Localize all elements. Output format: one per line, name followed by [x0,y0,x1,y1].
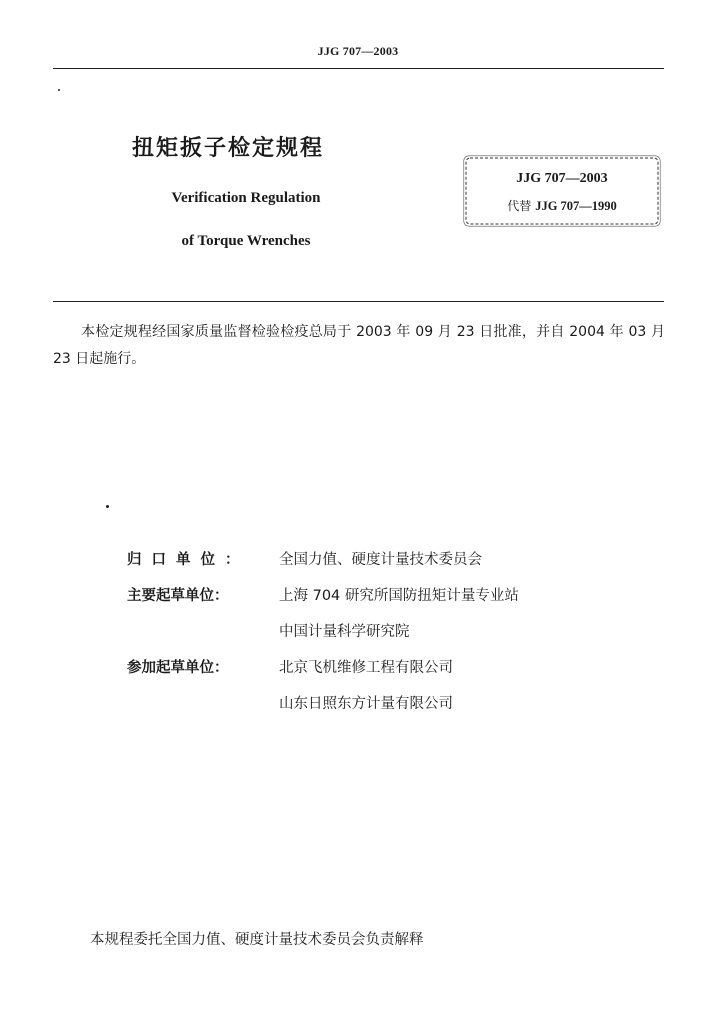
unit-label: 归口单位： [127,551,250,568]
unit-row-participating [127,648,519,684]
unit-label: 参加起草单位： [127,659,229,676]
unit-row-main-drafter-2 [127,612,519,648]
header-standard-code: JJG 707—2003 [317,44,399,58]
approval-statement: 本检定规程经国家质量监督检验检疫总局于 2003 年 09 月 23 日批准，并自 2004 年 03 月 23 日起施行。 [53,324,665,367]
english-title-line2: of Torque Wrenches [181,233,311,249]
english-title-line1: Verification Regulation [171,190,321,206]
unit-row-responsible [127,540,519,576]
interpretation-note: 本规程委托全国力值、硬度计量技术委员会负责解释 [90,932,424,948]
unit-value: 中国计量科学研究院 [279,623,410,640]
decorative-border-icon [463,155,661,227]
header-divider [53,68,664,69]
section-divider [53,301,664,302]
replaces-prefix: 代替 [507,199,532,213]
replaced-standard [463,197,661,214]
drafting-units [127,540,519,720]
unit-label: 主要起草单位： [127,587,229,604]
unit-value: 北京飞机维修工程有限公司 [279,659,453,676]
unit-row-main-drafter [127,576,519,612]
replaced-standard-code: JJG 707—1990 [535,199,617,213]
unit-row-participating-2 [127,684,519,720]
current-standard-code: JJG 707—2003 [516,171,608,186]
unit-value: 山东日照东方计量有限公司 [279,695,453,712]
unit-value: 全国力值、硬度计量技术委员会 [279,551,482,568]
unit-value: 上海 704 研究所国防扭矩计量专业站 [279,587,519,604]
scan-speck [106,505,109,508]
chinese-title: 扭矩扳子检定规程 [132,136,325,161]
standard-code-box [463,155,661,227]
scan-speck [58,89,60,91]
